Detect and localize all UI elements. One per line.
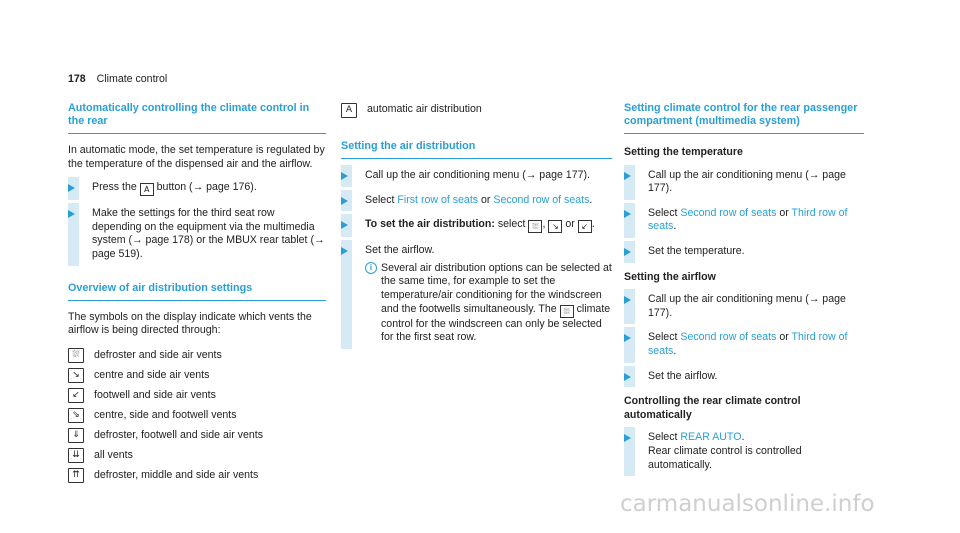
defroster-side-icon: ⛆: [560, 305, 574, 318]
arrow-icon: [341, 197, 348, 205]
step: Call up the air conditioning menu (→ page 177).: [624, 169, 864, 196]
second-row-link[interactable]: Second row of seats: [680, 331, 777, 344]
third-row-link[interactable]: Third row of seats: [648, 331, 848, 357]
defroster-footwell-side-icon: ⇓: [68, 428, 84, 443]
arrow-icon: [68, 184, 75, 192]
second-row-link[interactable]: Second row of seats: [493, 193, 590, 206]
symbol-row: ⇈ defroster, middle and side air vents: [68, 468, 326, 484]
overview-title: Overview of air distribution settings: [68, 282, 326, 301]
arrow-icon: [624, 172, 631, 180]
defroster-middle-side-icon: ⇈: [68, 468, 84, 483]
arrow-icon: [341, 172, 348, 180]
page-header: [68, 73, 326, 87]
airflow-subtitle: Setting the airflow: [624, 270, 716, 283]
step: Press the A button (→ page 176).: [68, 181, 326, 196]
symbol-row: ⇓ defroster, footwell and side air vents: [68, 428, 326, 444]
air-distribution-title: Setting the air distribution: [341, 140, 612, 159]
overview-intro: The symbols on the display indicate which vents the airflow is being directed through:: [68, 310, 312, 337]
all-vents-icon: ⇊: [68, 448, 84, 463]
rear-auto-link[interactable]: REAR AUTO: [680, 431, 742, 444]
auto-button-icon: A: [140, 183, 154, 196]
step: Select Second row of seats or Third row of seats.: [624, 331, 864, 358]
auto-climate-title: Automatically controlling the climate control in the rear: [68, 102, 326, 134]
rear-climate-title: Setting climate control for the rear passenger compartment (multimedia system): [624, 102, 864, 134]
step: Call up the air conditioning menu (→ page 177).: [341, 169, 612, 183]
arrow-icon: [624, 210, 631, 218]
symbol-row: A automatic air distribution: [341, 102, 612, 118]
defroster-side-icon: ⛆: [68, 348, 84, 363]
step: Select Second row of seats or Third row of seats.: [624, 207, 864, 234]
auto-distribution-icon: A: [341, 103, 357, 118]
column-3: [624, 102, 864, 483]
centre-side-icon: ↘: [548, 220, 562, 233]
arrow-icon: [341, 221, 348, 229]
arrow-icon: [624, 334, 631, 342]
arrow-icon: [624, 373, 631, 381]
step: To set the air distribution: select ⛆ , ↘ or ↙ .: [341, 218, 612, 233]
arrow-icon: [68, 210, 75, 218]
step: Select First row of seats or Second row of seats.: [341, 194, 612, 208]
page-number: 178: [68, 73, 86, 85]
footwell-side-icon: ↙: [68, 388, 84, 403]
centre-side-icon: ↘: [68, 368, 84, 383]
arrow-icon: [624, 434, 631, 442]
symbol-row: ↘ centre and side air vents: [68, 368, 326, 384]
info-icon: i: [365, 262, 377, 274]
temperature-subtitle: Setting the temperature: [624, 146, 743, 158]
step: Call up the air conditioning menu (→ page 177).: [624, 293, 864, 320]
arrow-icon: [624, 248, 631, 256]
defroster-side-icon: ⛆: [528, 220, 542, 233]
symbol-list: [68, 348, 326, 484]
centre-side-footwell-icon: ⇘: [68, 408, 84, 423]
watermark: carmanualsonline.info: [620, 491, 875, 517]
step: Make the settings for the third seat row depending on the equipment via the multimedia system (→ page 178) or the MBUX rear tablet (→ page 519).: [68, 207, 326, 261]
arrow-icon: [624, 296, 631, 304]
step: Select REAR AUTO. Rear climate control is controlled automatically.: [624, 431, 864, 472]
symbol-row: ⇊ all vents: [68, 448, 326, 464]
symbol-row: ⛆ defroster and side air vents: [68, 348, 326, 364]
symbol-row: ↙ footwell and side air vents: [68, 388, 326, 404]
step: Set the airflow. i Several air distribution options can be selected at the same time, for example to set the temperature/air conditioning for the windscreen and the footwells simultaneously. The ⛆ climate control for the windscreen can only be selected for the first seat row.: [341, 244, 612, 345]
auto-intro: In automatic mode, the set temperature is regulated by the temperature of the dispensed air and the airflow.: [68, 144, 325, 170]
column-1: [68, 102, 326, 488]
first-row-link[interactable]: First row of seats: [397, 193, 479, 206]
column-2: [341, 102, 612, 356]
third-row-link[interactable]: Third row of seats: [648, 206, 848, 233]
info-note: i Several air distribution options can be selected at the same time, for example to set the temperature/air conditioning for the windscreen and the footwells simultaneously. The ⛆ climate control for the windscreen can only be selected for the first seat row.: [365, 262, 612, 345]
footwell-side-icon: ↙: [578, 220, 592, 233]
rear-auto-subtitle: Controlling the rear climate control automatically: [624, 395, 801, 421]
section-name: Climate control: [96, 73, 168, 85]
step: Set the temperature.: [624, 245, 864, 259]
second-row-link[interactable]: Second row of seats: [680, 206, 777, 219]
arrow-icon: [341, 247, 348, 255]
step: Set the airflow.: [624, 370, 864, 384]
symbol-row: ⇘ centre, side and footwell vents: [68, 408, 326, 424]
